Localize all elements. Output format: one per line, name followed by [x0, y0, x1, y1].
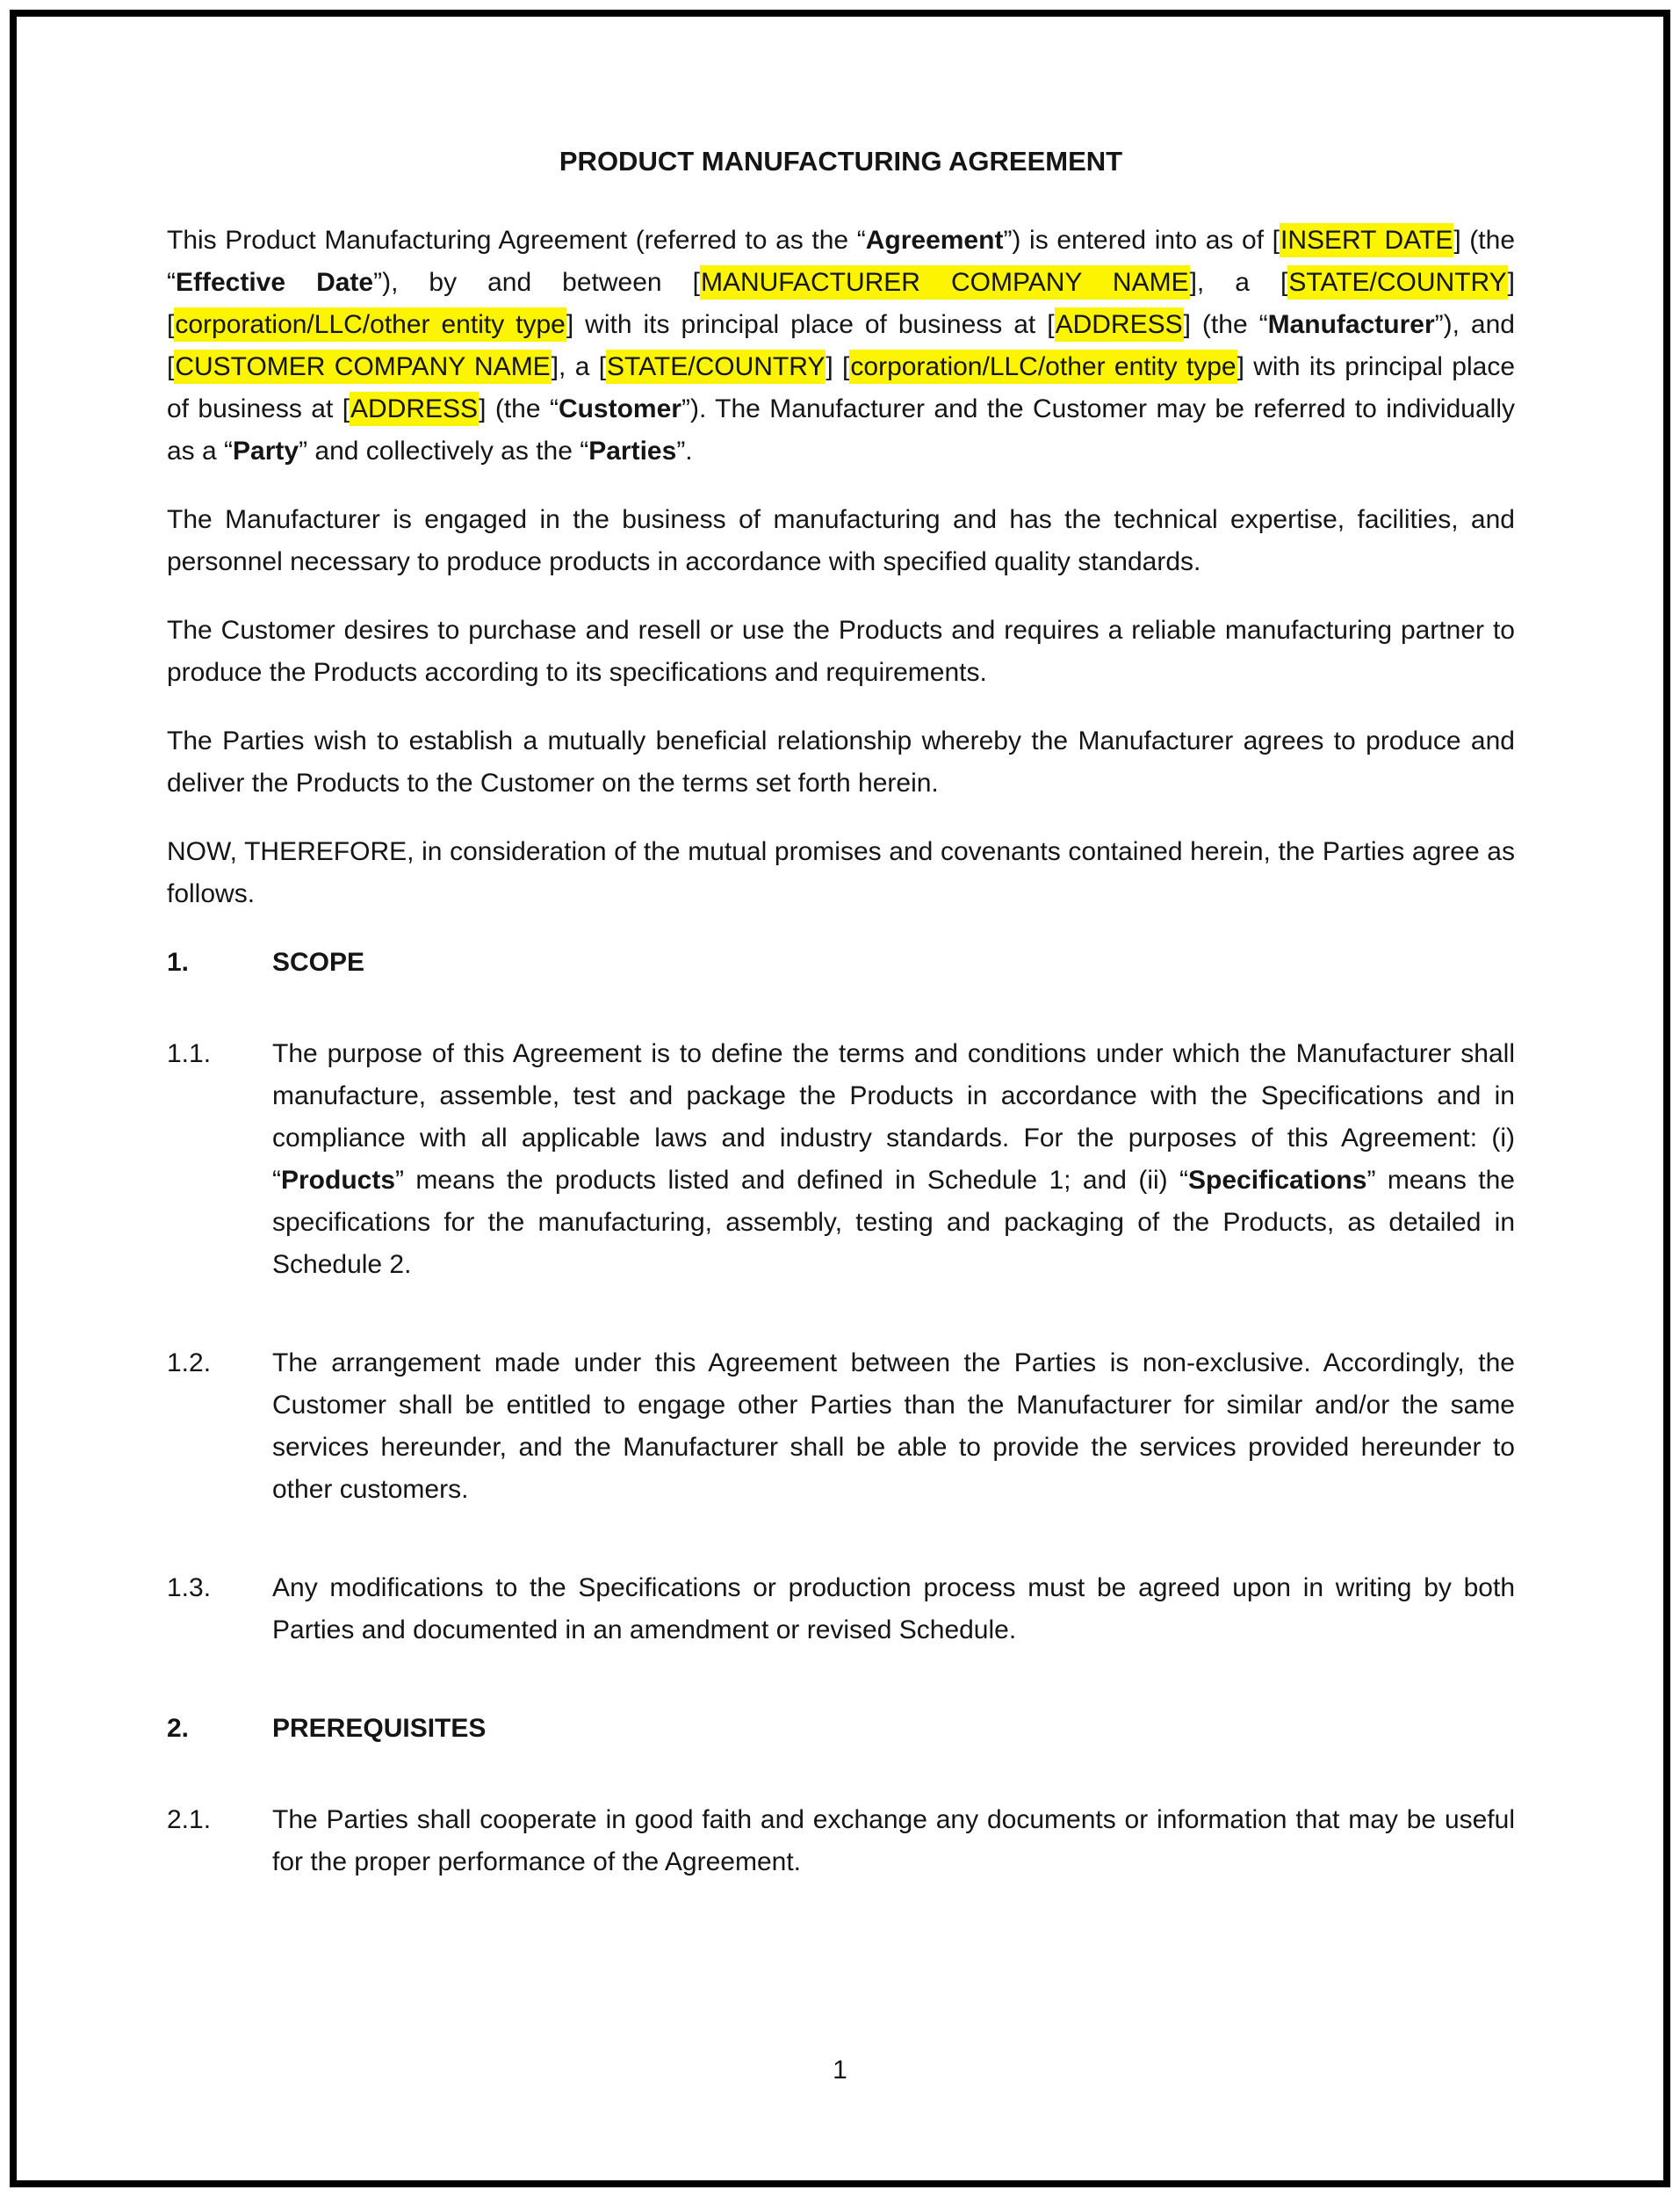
clause-1-3	[167, 1567, 1515, 1651]
highlighted-placeholder: MANUFACTURER COMPANY NAME	[700, 265, 1190, 300]
text-segment: Customer	[558, 394, 681, 423]
highlighted-placeholder: corporation/LLC/other entity type	[174, 307, 566, 342]
text-segment: Parties	[588, 437, 677, 466]
highlighted-placeholder: corporation/LLC/other entity type	[849, 350, 1237, 384]
text-segment: ” means the products listed and defined in Schedule 1; and (ii) “	[395, 1166, 1189, 1195]
section-heading-prerequisites	[167, 1708, 1515, 1750]
text-segment: ”.	[676, 437, 693, 466]
clause-2-1	[167, 1799, 1515, 1883]
document-title: PRODUCT MANUFACTURING AGREEMENT	[559, 146, 1123, 177]
section-title: PREREQUISITES	[272, 1714, 487, 1743]
highlighted-placeholder: CUSTOMER COMPANY NAME	[174, 350, 551, 384]
text-segment: The purpose of this Agreement is to define the terms and conditions under which the Manufacturer shall manufacture, assemble, test and package the Products in accordance with the Specifications and in compliance with all applicable laws and industry standards. For the purposes of this Agreement: (i) “	[272, 1039, 1515, 1195]
text-segment: ”), and [	[167, 310, 1515, 381]
preamble-paragraph-1	[167, 220, 1515, 473]
clause-1-1	[167, 1033, 1515, 1286]
clause-number: 2.1.	[167, 1805, 212, 1834]
text-segment: Products	[281, 1166, 396, 1195]
clause-number: 1.3.	[167, 1573, 212, 1602]
preamble-paragraph-2	[167, 499, 1515, 583]
clause-text	[272, 1033, 1515, 1286]
highlighted-placeholder: STATE/COUNTRY	[606, 350, 826, 384]
section-title: SCOPE	[272, 948, 365, 977]
text-segment: ] with its principal place of business at [	[167, 352, 1516, 423]
text-segment: The Manufacturer is engaged in the business of manufacturing and has the technical expertise, facilities, and personnel necessary to produce products in accordance with specified quality standards.	[167, 505, 1515, 576]
clause-number: 1.2.	[167, 1348, 212, 1377]
text-segment: ] [	[826, 352, 850, 381]
text-segment: ], a [	[551, 352, 607, 381]
text-segment: ” and collectively as the “	[299, 437, 589, 466]
text-segment: ], a [	[1189, 268, 1288, 297]
text-segment: ”). The Manufacturer and the Customer may be referred to individually as a “	[167, 394, 1515, 466]
clause-text	[272, 1342, 1515, 1511]
preamble-paragraph-5	[167, 831, 1515, 915]
preamble-paragraph-4	[167, 720, 1515, 805]
clause-text	[272, 1567, 1515, 1651]
text-segment: Any modifications to the Specifications or production process must be agreed upon in writing by both Parties and documented in an amendment or revised Schedule.	[272, 1573, 1515, 1644]
text-segment: ] with its principal place of business at [	[566, 310, 1055, 339]
text-segment: The Customer desires to purchase and resell or use the Products and requires a reliable manufacturing partner to produce the Products according to its specifications and requirements.	[167, 616, 1515, 687]
text-segment: The Parties wish to establish a mutually beneficial relationship whereby the Manufacturer agrees to produce and deliver the Products to the Customer on the terms set forth herein.	[167, 726, 1515, 798]
document-content	[167, 141, 1515, 1940]
text-segment: The Parties shall cooperate in good faith and exchange any documents or information that may be useful for the proper performance of the Agreement.	[272, 1805, 1515, 1876]
text-segment: ] (the “	[167, 226, 1515, 297]
text-segment: Specifications	[1188, 1166, 1367, 1195]
text-segment: ] (the “	[1183, 310, 1268, 339]
page-number: 1	[833, 2056, 847, 2085]
text-segment: Effective Date	[176, 268, 374, 297]
text-segment: This Product Manufacturing Agreement (referred to as the “	[167, 226, 866, 255]
highlighted-placeholder: ADDRESS	[1055, 307, 1184, 342]
preamble-paragraph-3	[167, 610, 1515, 694]
text-segment: Manufacturer	[1267, 310, 1435, 339]
text-segment: Agreement	[865, 226, 1004, 255]
text-segment: The arrangement made under this Agreement between the Parties is non-exclusive. Accordingly, the Customer shall be entitled to engage other Parties than the Manufacturer for similar and/or the same services hereunder, and the Manufacturer shall be able to provide the services provided hereunder to other customers.	[272, 1348, 1515, 1504]
highlighted-placeholder: INSERT DATE	[1280, 223, 1453, 257]
text-segment: NOW, THEREFORE, in consideration of the mutual promises and covenants contained herein, the Parties agree as follows.	[167, 837, 1515, 908]
section-number: 1.	[167, 948, 190, 977]
text-segment: ] [	[167, 268, 1516, 339]
section-number: 2.	[167, 1714, 190, 1743]
text-segment: ] (the “	[479, 394, 559, 423]
text-segment: ”), by and between [	[373, 268, 700, 297]
highlighted-placeholder: ADDRESS	[350, 392, 479, 426]
clause-number: 1.1.	[167, 1039, 212, 1068]
clause-text	[272, 1799, 1515, 1883]
section-heading-scope	[167, 942, 1515, 984]
text-segment: ” means the specifications for the manufacturing, assembly, testing and packaging of the Products, as detailed in Schedule 2.	[272, 1166, 1515, 1279]
text-segment: Party	[233, 437, 299, 466]
clause-1-2	[167, 1342, 1515, 1511]
highlighted-placeholder: STATE/COUNTRY	[1287, 265, 1507, 300]
text-segment: ”) is entered into as of [	[1003, 226, 1280, 255]
